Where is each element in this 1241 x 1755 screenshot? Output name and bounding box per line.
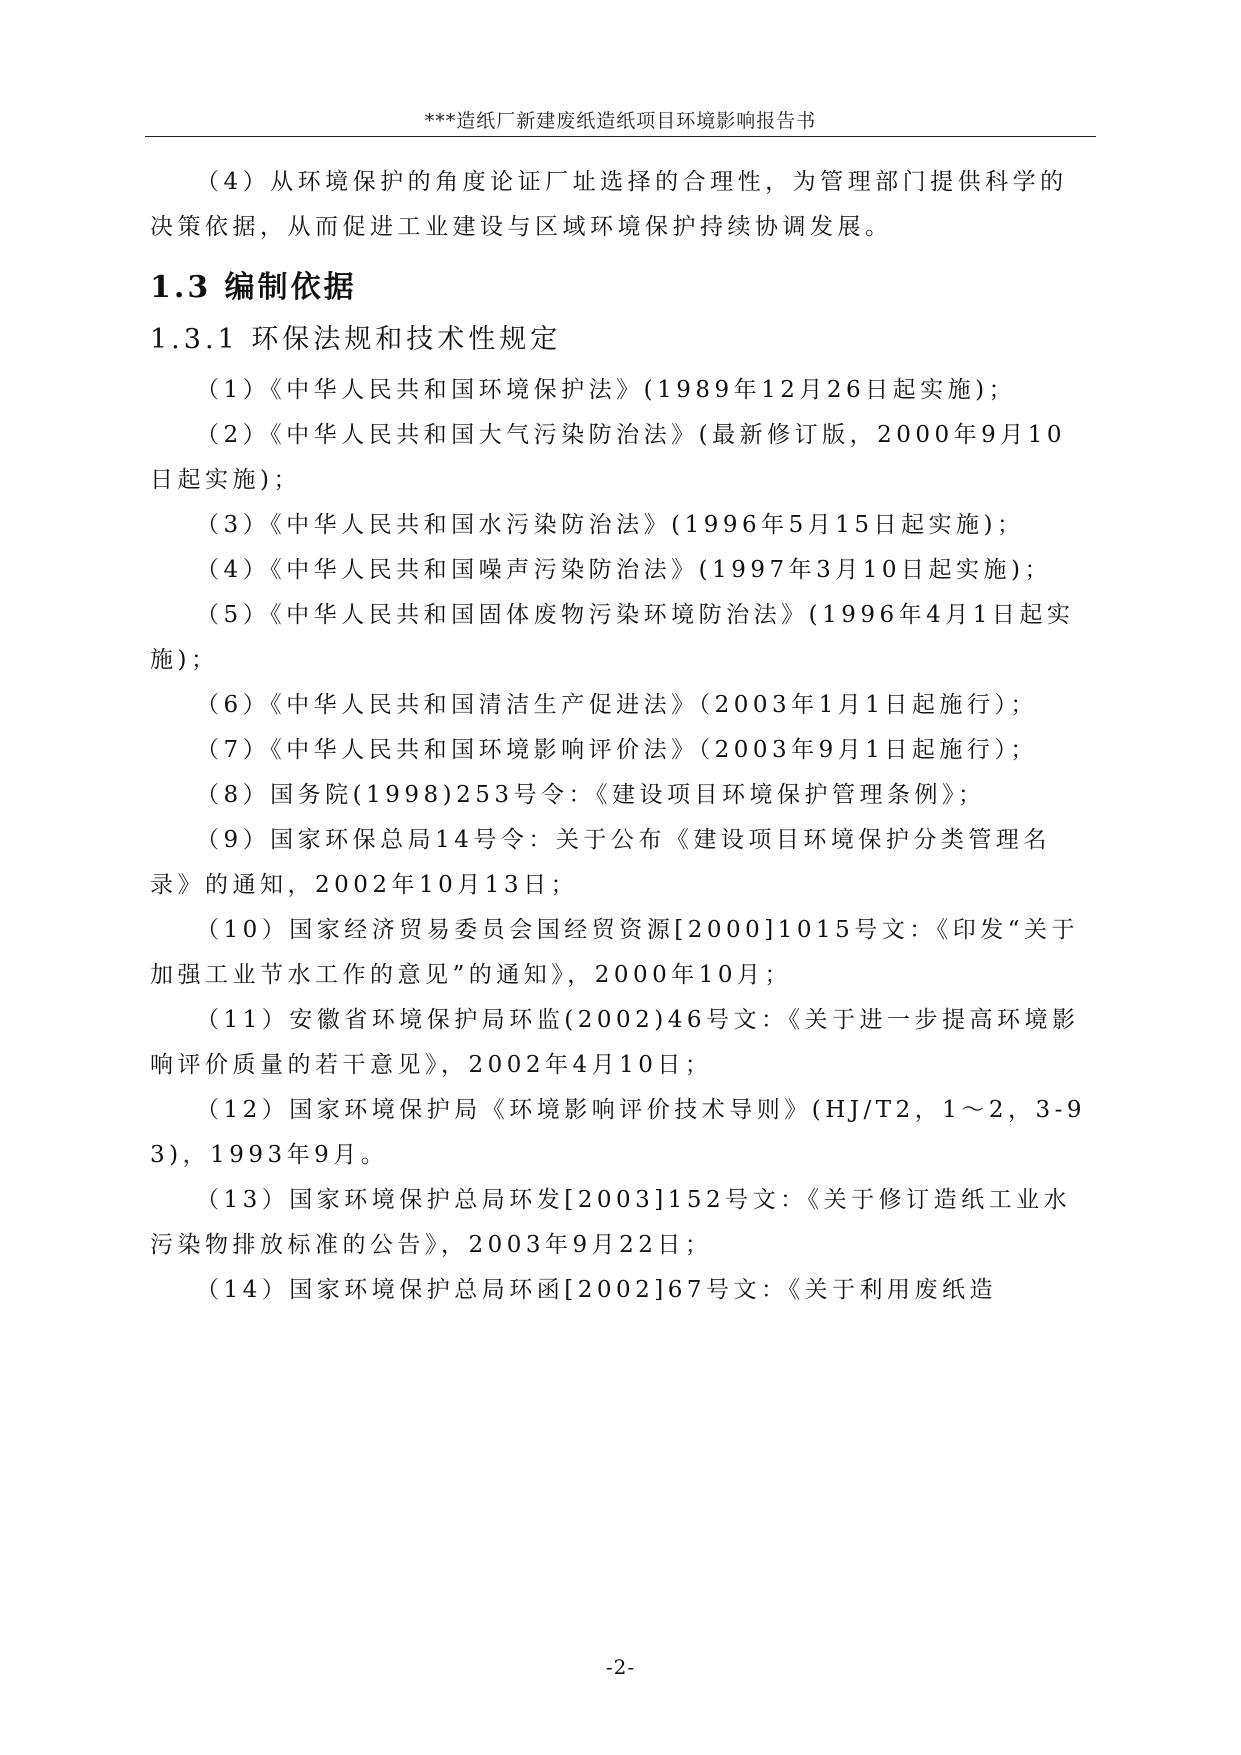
list-item: （14）国家环境保护总局环函[2002]67号文：《关于利用废纸造 [196,1277,998,1303]
regulation-list [150,368,1090,1313]
list-item: （11）安徽省环境保护局环监(2002)46号文：《关于进一步提高环境影响评价质量的若干意见》，2002年4月10日； [150,1007,1080,1078]
list-item: （3）《中华人民共和国水污染防治法》(1996年5月15日起实施)； [196,512,1025,538]
running-header: ***造纸厂新建废纸造纸项目环境影响报告书 [424,110,817,132]
list-item: （10）国家经济贸易委员会国经贸资源[2000]1015号文：《印发“关于加强工业节水工作的意见”的通知》，2000年10月； [150,917,1080,988]
list-item: （9）国家环保总局14号令：关于公布《建设项目环境保护分类管理名录》的通知，2002年10月13日； [150,827,1051,898]
list-item: （5）《中华人民共和国固体废物污染环境防治法》(1996年4月1日起实施)； [150,602,1075,673]
list-item: （4）《中华人民共和国噪声污染防治法》(1997年3月10日起实施)； [196,557,1053,583]
intro-paragraph: （4）从环境保护的角度论证厂址选择的合理性，为管理部门提供科学的决策依据，从而促进工业建设与区域环境保护持续协调发展。 [150,169,1068,240]
list-item: （13）国家环境保护总局环发[2003]152号文：《关于修订造纸工业水污染物排放标准的公告》，2003年9月22日； [150,1187,1072,1258]
list-item: （12）国家环境保护局《环境影响评价技术导则》(HJ/T2，1～2，3-93)，1993年9月。 [150,1097,1087,1168]
list-item: （8）国务院(1998)253号令：《建设项目环境保护管理条例》； [196,782,986,808]
list-item: （2）《中华人民共和国大气污染防治法》(最新修订版，2000年9月10日起实施)； [150,422,1067,493]
list-item: （1）《中华人民共和国环境保护法》(1989年12月26日起实施)； [196,377,1017,403]
page-body [150,160,1090,1313]
page-number: -2- [605,1655,636,1679]
list-item: （6）《中华人民共和国清洁生产促进法》（2003年1月1日起施行）； [196,692,1038,718]
section-heading: 1.3 编制依据 [150,270,357,305]
subsection-heading: 1.3.1 环保法规和技术性规定 [150,324,562,355]
list-item: （7）《中华人民共和国环境影响评价法》（2003年9月1日起施行）； [196,737,1038,763]
header-divider [145,136,1096,137]
